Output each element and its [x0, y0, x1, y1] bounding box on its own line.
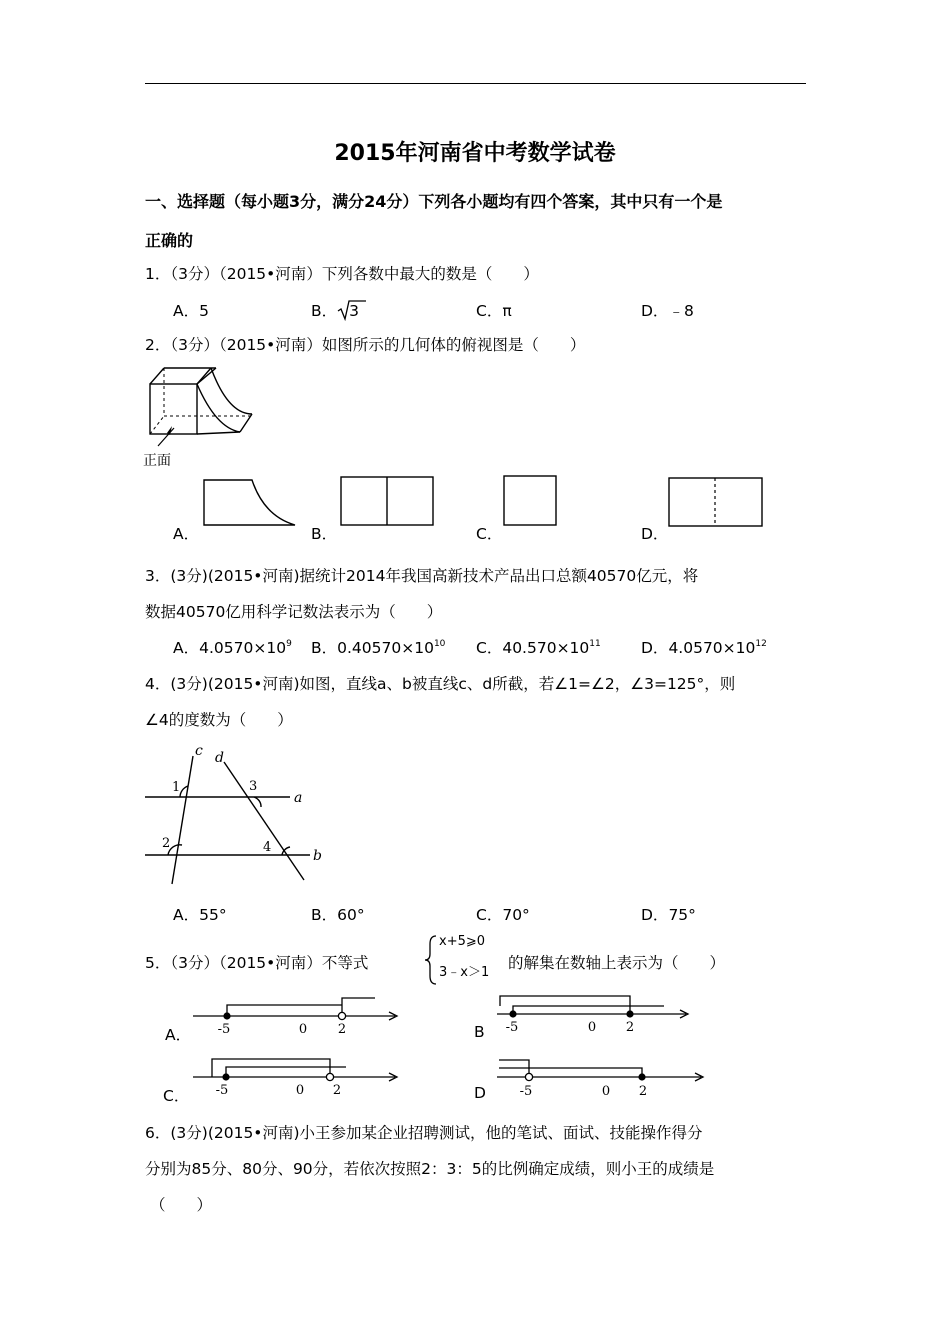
q4-option-c: C．70°: [476, 906, 530, 924]
question-1: 1．（3分）（2015•河南）下列各数中最大的数是（ ）: [145, 265, 539, 283]
angle-2-label: 2: [162, 836, 171, 851]
inequality-2: 3﹣x＞1: [439, 965, 490, 980]
question-4: 4．(3分)(2015•河南)如图，直线a、b被直线c、d所截，若∠1=∠2，∠3=125°，则: [145, 675, 736, 693]
q3-option-c: C．$40.570\times 10^{11}$: [476, 639, 601, 657]
q4-lines-figure: [140, 744, 330, 886]
q1-option-b: B． 3: [311, 299, 359, 321]
svg-text:0: 0: [601, 1084, 611, 1099]
q2-option-b-label: B．: [311, 525, 338, 543]
angle-3-label: 3: [249, 779, 258, 794]
header-rule: [145, 83, 806, 84]
question-4-cont: ∠4的度数为（ ）: [145, 711, 293, 729]
svg-text:2: 2: [638, 1084, 648, 1099]
angle-4-label: 4: [263, 840, 272, 855]
q2-option-c-label: C．: [476, 525, 503, 543]
inequality-brace: [424, 934, 438, 986]
q4-option-d: D．75°: [641, 906, 696, 924]
q5-option-b-numberline: [494, 993, 694, 1033]
section-heading: 一、选择题（每小题3分，满分24分）下列各小题均有四个答案，其中只有一个是: [145, 192, 723, 211]
q3-option-a: A．$4.0570\times 10^9$: [173, 639, 292, 657]
label-a: a: [294, 790, 303, 806]
q5-option-a-numberline: [190, 995, 405, 1035]
angle-1-label: 1: [172, 780, 181, 795]
q2-option-d-figure: [668, 477, 764, 528]
q2-option-a-label: A．: [173, 525, 200, 543]
label-b: b: [313, 848, 322, 864]
svg-text:-5: -5: [217, 1022, 231, 1035]
q1-option-c: C．π: [476, 302, 512, 320]
question-5: 5．（3分）（2015•河南）不等式: [145, 954, 369, 972]
q4-option-b: B．60°: [311, 906, 365, 924]
svg-text:0: 0: [298, 1022, 308, 1035]
q4-option-a: A．55°: [173, 906, 227, 924]
q2-front-label: 正面: [143, 453, 171, 469]
svg-text:-5: -5: [215, 1083, 229, 1096]
question-6: 6．(3分)(2015•河南)小王参加某企业招聘测试，他的笔试、面试、技能操作得分: [145, 1124, 703, 1142]
question-6-cont: 分别为85分、80分、90分，若依次按照2：3：5的比例确定成绩，则小王的成绩是: [145, 1160, 715, 1178]
q5-option-b-label: B: [474, 1023, 485, 1041]
question-3-cont: 数据40570亿用科学记数法表示为（ ）: [145, 603, 443, 621]
q3-option-b: B．$0.40570\times 10^{10}$: [311, 639, 446, 657]
svg-text:2: 2: [625, 1020, 635, 1033]
svg-text:0: 0: [587, 1020, 597, 1033]
q1-option-a: A．5: [173, 302, 209, 320]
svg-text:-5: -5: [505, 1020, 519, 1033]
question-6-cont-2: （ ）: [150, 1196, 213, 1214]
q3-option-d: D．$4.0570\times 10^{12}$: [641, 639, 767, 657]
q5-option-c-numberline: [190, 1056, 405, 1096]
q2-option-b-figure: [340, 476, 435, 527]
svg-text:2: 2: [337, 1022, 347, 1035]
page-title: 2015年河南省中考数学试卷: [334, 141, 616, 166]
q5-option-c-label: C．: [163, 1087, 190, 1105]
question-5-cont: 的解集在数轴上表示为（ ）: [508, 954, 726, 972]
q2-option-a-figure: [202, 478, 298, 528]
question-3: 3．(3分)(2015•河南)据统计2014年我国高新技术产品出口总额40570亿元，将: [145, 567, 699, 585]
svg-text:0: 0: [295, 1083, 305, 1096]
q2-option-c-figure: [503, 475, 558, 527]
label-d: d: [215, 750, 224, 766]
sqrt-symbol: 3: [337, 302, 359, 320]
q1-option-d: D．﹣8: [641, 302, 694, 320]
inequality-1: x+5⩾0: [439, 934, 486, 949]
q5-option-d-numberline: [494, 1054, 709, 1100]
question-2: 2．（3分）（2015•河南）如图所示的几何体的俯视图是（ ）: [145, 336, 586, 354]
svg-text:2: 2: [332, 1083, 342, 1096]
section-heading-cont: 正确的: [145, 231, 194, 250]
label-c: c: [195, 744, 203, 759]
q2-option-d-label: D．: [641, 525, 669, 543]
q5-option-a-label: A．: [165, 1026, 192, 1044]
q5-option-d-label: D: [474, 1084, 486, 1102]
svg-text:-5: -5: [519, 1084, 533, 1099]
